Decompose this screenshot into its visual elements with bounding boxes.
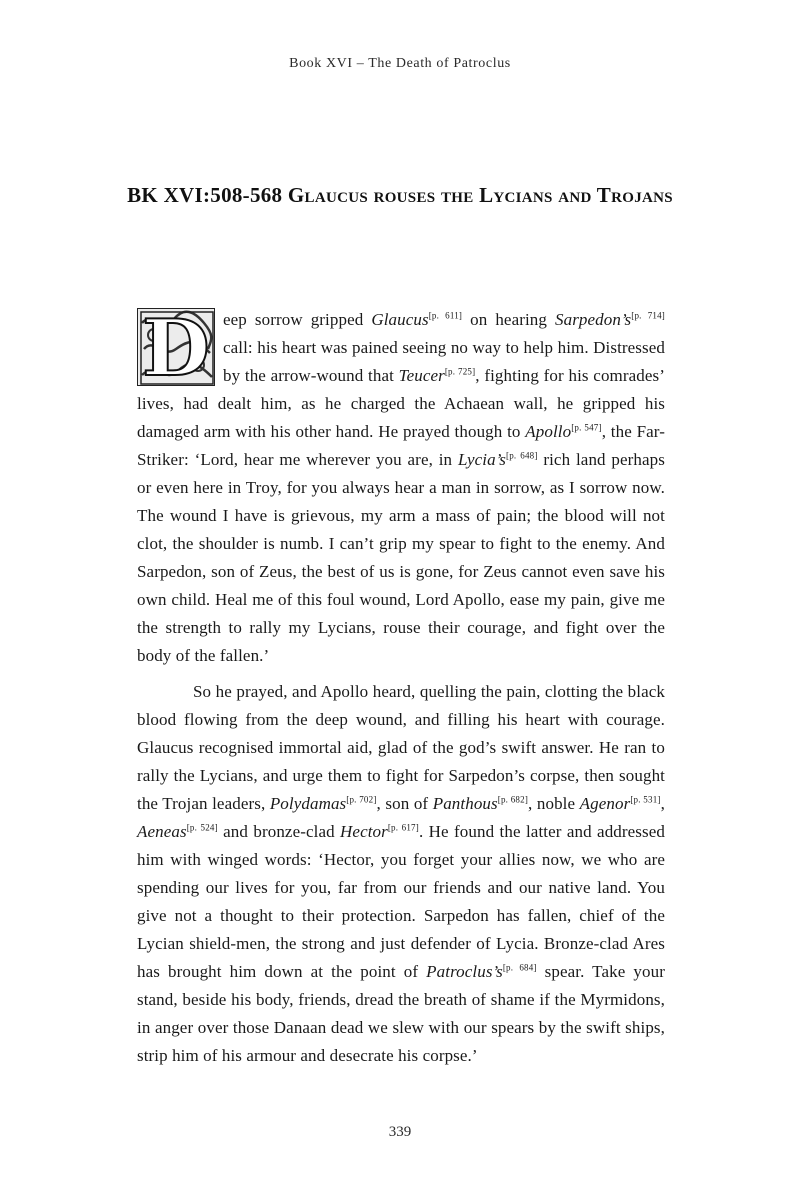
name-glaucus: Glaucus (371, 310, 429, 329)
page-reference: [p. 531] (630, 794, 661, 805)
chapter-title: BK XVI:508-568 Glaucus rouses the Lycians and Trojans (127, 183, 673, 207)
page-reference: [p. 725] (444, 366, 476, 377)
text-run: , the Far-Striker: ‘Lord, hear me wherever you are, in (137, 422, 665, 469)
name-teucer: Teucer (398, 366, 445, 385)
dropcap-ornament-icon (137, 308, 215, 386)
text-run: call: his heart was pained seeing no way to help him. Distressed by the arrow-wound that (223, 338, 665, 385)
running-header: Book XVI – The Death of Patroclus (289, 56, 511, 71)
page-reference: [p. 682] (497, 794, 529, 805)
text-run: and bronze-clad (217, 822, 341, 841)
dropcap-letter: D (142, 308, 210, 386)
text-run: , (660, 794, 665, 813)
paragraph (137, 306, 665, 670)
text-run: spear. Take your stand, beside his body, friends, dread the breath of shame if the Myrmidons, in anger over those Danaan dead we slew with our spears by the swift ships, strip him of his armour and desecrate his corpse.’ (137, 962, 665, 1065)
page-reference: [p. 617] (387, 822, 419, 833)
name-polydamas: Polydamas (269, 794, 347, 813)
name-aeneas: Aeneas (137, 822, 187, 841)
page-reference: [p. 648] (506, 450, 538, 461)
body-text (137, 306, 665, 1070)
page-reference: [p. 524] (186, 822, 218, 833)
text-run: on hearing (462, 310, 555, 329)
name-hector: Hector (340, 822, 388, 841)
text-run: So he prayed, and Apollo heard, quelling the pain, clotting the black blood flowing from the deep wound, and filling his heart with courage. Glaucus recognised immortal aid, glad of the god’s swift answer. He ran to rally the Lycians, and urge them to fight for Sarpedon’s corpse, then sought the Trojan leaders, (137, 682, 665, 813)
page-reference: [p. 714] (631, 310, 665, 321)
text-run: , son of (376, 794, 433, 813)
name-lycia: Lycia’s (457, 450, 507, 469)
text-run: eep sorrow gripped (223, 310, 372, 329)
page-reference: [p. 547] (571, 422, 602, 433)
name-patroclus: Patroclus’s (426, 962, 503, 981)
text-run: . He found the latter and addressed him with winged words: ‘Hector, you forget your allies now, we who are spending our lives for you, far from our friends and our native land. You give not a thought to their protection. Sarpedon has fallen, chief of the Lycian shield-men, the strong and just defender of Lycia. Bronze-clad Ares has brought him down at the point of (137, 822, 665, 981)
page-reference: [p. 702] (346, 794, 377, 805)
text-run: rich land perhaps or even here in Troy, for you always hear a man in sorrow, as I sorrow now. The wound I have is grievous, my arm a mass of pain; the blood will not clot, the shoulder is numb. I can’t grip my spear to fight to the enemy. And Sarpedon, son of Zeus, the best of us is gone, for Zeus cannot even save his own child. Heal me of this foul wound, Lord Apollo, ease my pain, give me the strength to rally my Lycians, rouse their courage, and fight over the body of the fallen.’ (137, 450, 665, 665)
text-run: , noble (528, 794, 580, 813)
name-sarpedon: Sarpedon’s (555, 310, 632, 329)
page-reference: [p. 684] (502, 962, 537, 973)
page-number: 339 (388, 1124, 412, 1140)
page-reference: [p. 611] (428, 310, 463, 321)
name-apollo: Apollo (525, 422, 572, 441)
text-run: , fighting for his comrades’ lives, had dealt him, as he charged the Achaean wall, he gripped his damaged arm with his other hand. He prayed though to (137, 366, 665, 441)
name-agenor: Agenor (579, 794, 631, 813)
paragraph (137, 678, 665, 1070)
name-panthous: Panthous (432, 794, 498, 813)
